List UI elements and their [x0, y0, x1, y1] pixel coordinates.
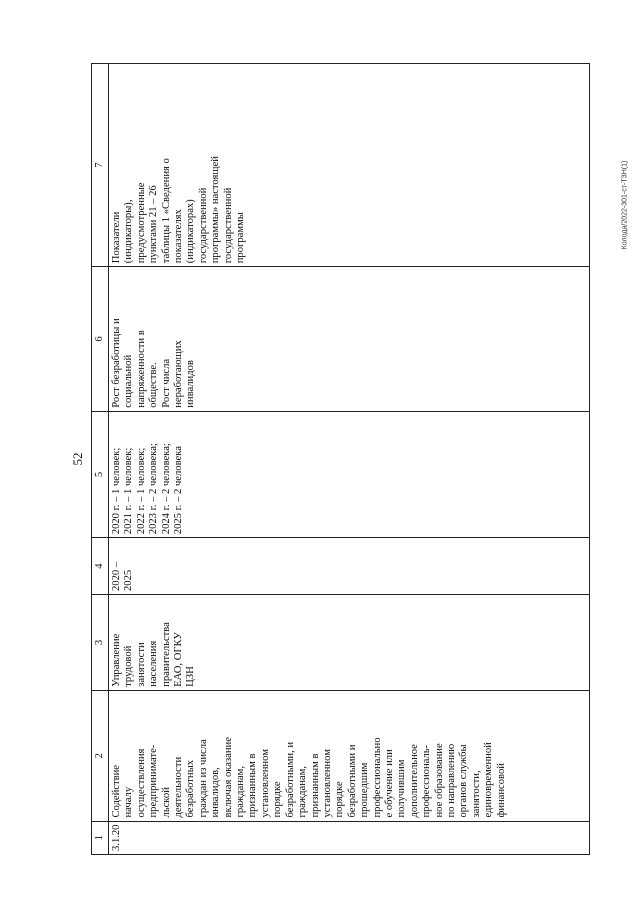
document-code: Колода/2022-301-ст-ТЗН(1): [621, 160, 629, 250]
page-number: 52: [70, 452, 85, 466]
indicators-cell: Показатели (индикаторы), предусмотренные пунктами 21 – 26 таблицы 1 «Сведения о показателях (индикаторах) государственной программы» настоящей государственной программы: [109, 64, 590, 267]
consequences-cell: Рост безработицы и социальной напряженности в обществе. Рост числа неработающих инвалидов: [109, 267, 590, 412]
measure-name-cell: Содействие началу осуществления предпринимате- льской деятельности безработных граждан из числа инвалидов, включая оказание гражданам, признанным в установленном порядке безработными, и гражданам, признанным в установленном порядке безработными и прошедшим профессионально е обучение или получившим дополнительное профессиональ- ное образование по направлению органов службы занятости, единовременной финансовой: [109, 690, 590, 821]
measures-table: [91, 63, 590, 855]
header-cell: 7: [92, 64, 109, 267]
header-row: [92, 64, 109, 855]
expected-result-cell: 2020 г. – 1 человек; 2021 г. – 1 человек; 2022 г. – 1 человек; 2023 г. – 2 человека; 2024 г. – 2 человека; 2025 г. – 2 человека: [109, 411, 590, 537]
item-number-cell: 3.1.20: [109, 821, 590, 854]
header-cell: 4: [92, 538, 109, 595]
rotated-page: [68, 63, 588, 855]
header-cell: 3: [92, 595, 109, 691]
header-cell: 1: [92, 821, 109, 854]
table-row: [109, 64, 590, 855]
header-cell: 5: [92, 411, 109, 537]
period-cell: 2020 – 2025: [109, 538, 590, 595]
executor-cell: Управление трудовой занятости населения правительства ЕАО, ОГКУ ЦЗН: [109, 595, 590, 691]
side-code-container: [618, 90, 632, 320]
header-cell: 2: [92, 690, 109, 821]
header-cell: 6: [92, 267, 109, 412]
